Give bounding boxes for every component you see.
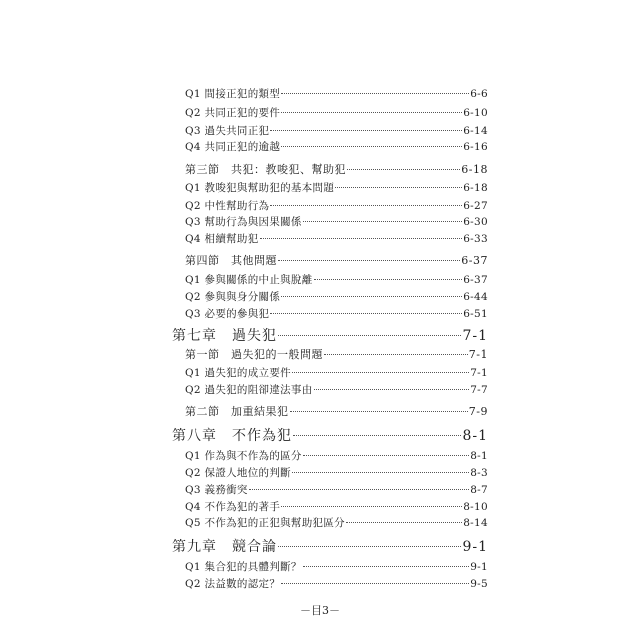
toc-entry-page: 6-14 bbox=[463, 125, 488, 137]
toc-entry-label: Q1 參與關係的中止與脫離 bbox=[185, 274, 313, 286]
toc-entry-label: Q3 幫助行為與因果關係 bbox=[185, 216, 302, 228]
leader-dots bbox=[281, 93, 469, 94]
toc-entry-page: 8-1 bbox=[470, 450, 488, 462]
leader-dots bbox=[293, 435, 461, 436]
toc-section-label: 第三節 共犯：教唆犯、幫助犯 bbox=[185, 163, 346, 176]
leader-dots bbox=[278, 260, 460, 261]
toc-entry-page: 6-10 bbox=[463, 107, 488, 119]
leader-dots bbox=[314, 279, 463, 280]
toc-chapter bbox=[172, 425, 488, 445]
leader-dots bbox=[314, 389, 470, 390]
toc-section-page: 7-9 bbox=[468, 405, 488, 418]
toc-entry bbox=[185, 382, 488, 397]
toc-chapter-label: 第八章 不作為犯 bbox=[172, 428, 292, 444]
toc-entry-label: Q1 作為與不作為的區分 bbox=[185, 450, 302, 462]
toc-entry bbox=[185, 198, 488, 213]
toc-section bbox=[185, 161, 488, 177]
toc-entry bbox=[185, 306, 488, 321]
toc-entry bbox=[185, 465, 488, 480]
leader-dots bbox=[347, 169, 460, 170]
toc-entry bbox=[185, 180, 488, 195]
toc-entry-label: Q4 共同正犯的逾越 bbox=[185, 141, 281, 153]
leader-dots bbox=[278, 546, 461, 547]
toc-entry-page: 7-7 bbox=[470, 384, 488, 396]
toc-entry-page: 8-14 bbox=[463, 517, 488, 529]
toc-entry-page: 6-51 bbox=[463, 308, 488, 320]
leader-dots bbox=[278, 335, 461, 336]
toc-section-label: 第四節 其他問題 bbox=[185, 254, 277, 267]
toc-entry-page: 9-1 bbox=[470, 561, 488, 573]
leader-dots bbox=[346, 522, 462, 523]
toc-entry-label: Q4 不作為犯的著手 bbox=[185, 501, 281, 513]
toc-entry bbox=[185, 139, 488, 154]
leader-dots bbox=[303, 221, 462, 222]
leader-dots bbox=[281, 112, 462, 113]
toc-entry bbox=[185, 289, 488, 304]
toc-entry bbox=[185, 559, 488, 574]
toc-entry bbox=[185, 105, 488, 120]
toc-entry-label: Q1 過失犯的成立要件 bbox=[185, 367, 291, 379]
toc-entry bbox=[185, 272, 488, 287]
toc-entry-page: 6-27 bbox=[463, 200, 488, 212]
toc-entry bbox=[185, 448, 488, 463]
toc-entry-page: 6-33 bbox=[463, 233, 488, 245]
toc-entry-page: 6-30 bbox=[463, 216, 488, 228]
toc-entry-label: Q1 間接正犯的類型 bbox=[185, 88, 281, 100]
leader-dots bbox=[281, 296, 462, 297]
leader-dots bbox=[303, 455, 469, 456]
toc-section bbox=[185, 403, 488, 419]
toc-entry-label: Q3 義務衝突 bbox=[185, 484, 248, 496]
toc-entry-label: Q1 集合犯的具體判斷？ bbox=[185, 561, 302, 573]
toc-entry bbox=[185, 515, 488, 530]
toc-entry-page: 6-6 bbox=[470, 88, 488, 100]
toc-entry-page: 6-16 bbox=[463, 141, 488, 153]
toc-entry-label: Q4 相續幫助犯 bbox=[185, 233, 259, 245]
toc-entry bbox=[185, 214, 488, 229]
toc-chapter bbox=[172, 536, 488, 556]
toc-entry-page: 9-5 bbox=[470, 578, 488, 590]
toc-entry-label: Q2 法益數的認定？ bbox=[185, 578, 281, 590]
toc-entry-page: 6-44 bbox=[463, 291, 488, 303]
leader-dots bbox=[292, 472, 469, 473]
toc-entry bbox=[185, 499, 488, 514]
toc-chapter-page: 8-1 bbox=[462, 428, 488, 444]
toc-entry bbox=[185, 365, 488, 380]
toc-entry-label: Q2 過失犯的阻卻違法事由 bbox=[185, 384, 313, 396]
toc-entry-label: Q3 必要的參與犯 bbox=[185, 308, 270, 320]
toc-entry-label: Q1 教唆犯與幫助犯的基本問題 bbox=[185, 182, 335, 194]
toc-entry bbox=[185, 231, 488, 246]
toc-entry-label: Q3 過失共同正犯 bbox=[185, 125, 270, 137]
leader-dots bbox=[270, 313, 462, 314]
leader-dots bbox=[281, 146, 462, 147]
toc-entry-label: Q2 共同正犯的要件 bbox=[185, 107, 281, 119]
toc-entry-page: 6-37 bbox=[463, 274, 488, 286]
toc-chapter bbox=[172, 325, 488, 345]
toc-entry-label: Q2 保證人地位的判斷 bbox=[185, 467, 291, 479]
toc-chapter-label: 第九章 競合論 bbox=[172, 539, 277, 555]
toc-section-page: 6-18 bbox=[461, 163, 488, 176]
leader-dots bbox=[270, 130, 462, 131]
toc-section-label: 第一節 過失犯的一般問題 bbox=[185, 348, 323, 361]
toc-chapter-label: 第七章 過失犯 bbox=[172, 328, 277, 344]
toc-entry-label: Q2 中性幫助行為 bbox=[185, 200, 270, 212]
toc-entry-page: 6-18 bbox=[463, 182, 488, 194]
leader-dots bbox=[292, 372, 469, 373]
leader-dots bbox=[324, 354, 468, 355]
toc-entry-page: 8-10 bbox=[463, 501, 488, 513]
toc-entry-page: 8-3 bbox=[470, 467, 488, 479]
toc-entry-page: 7-1 bbox=[470, 367, 488, 379]
leader-dots bbox=[281, 506, 462, 507]
toc-entry-page: 8-7 bbox=[470, 484, 488, 496]
toc-entry bbox=[185, 482, 488, 497]
leader-dots bbox=[290, 411, 468, 412]
toc-section bbox=[185, 252, 488, 268]
leader-dots bbox=[335, 187, 462, 188]
toc-entry bbox=[185, 576, 488, 591]
toc-section-label: 第二節 加重結果犯 bbox=[185, 405, 289, 418]
toc-chapter-page: 9-1 bbox=[462, 539, 488, 555]
toc-entry bbox=[185, 86, 488, 101]
leader-dots bbox=[249, 489, 469, 490]
leader-dots bbox=[270, 205, 462, 206]
toc-section-page: 7-1 bbox=[468, 348, 488, 361]
toc-section bbox=[185, 346, 488, 362]
leader-dots bbox=[260, 238, 463, 239]
leader-dots bbox=[281, 583, 469, 584]
toc-chapter-page: 7-1 bbox=[462, 328, 488, 344]
toc-entry-label: Q2 參與與身分關係 bbox=[185, 291, 281, 303]
page-footer: －目3－ bbox=[300, 604, 340, 617]
toc-section-page: 6-37 bbox=[461, 254, 488, 267]
leader-dots bbox=[303, 566, 469, 567]
toc-entry-label: Q5 不作為犯的正犯與幫助犯區分 bbox=[185, 517, 345, 529]
toc-entry bbox=[185, 123, 488, 138]
